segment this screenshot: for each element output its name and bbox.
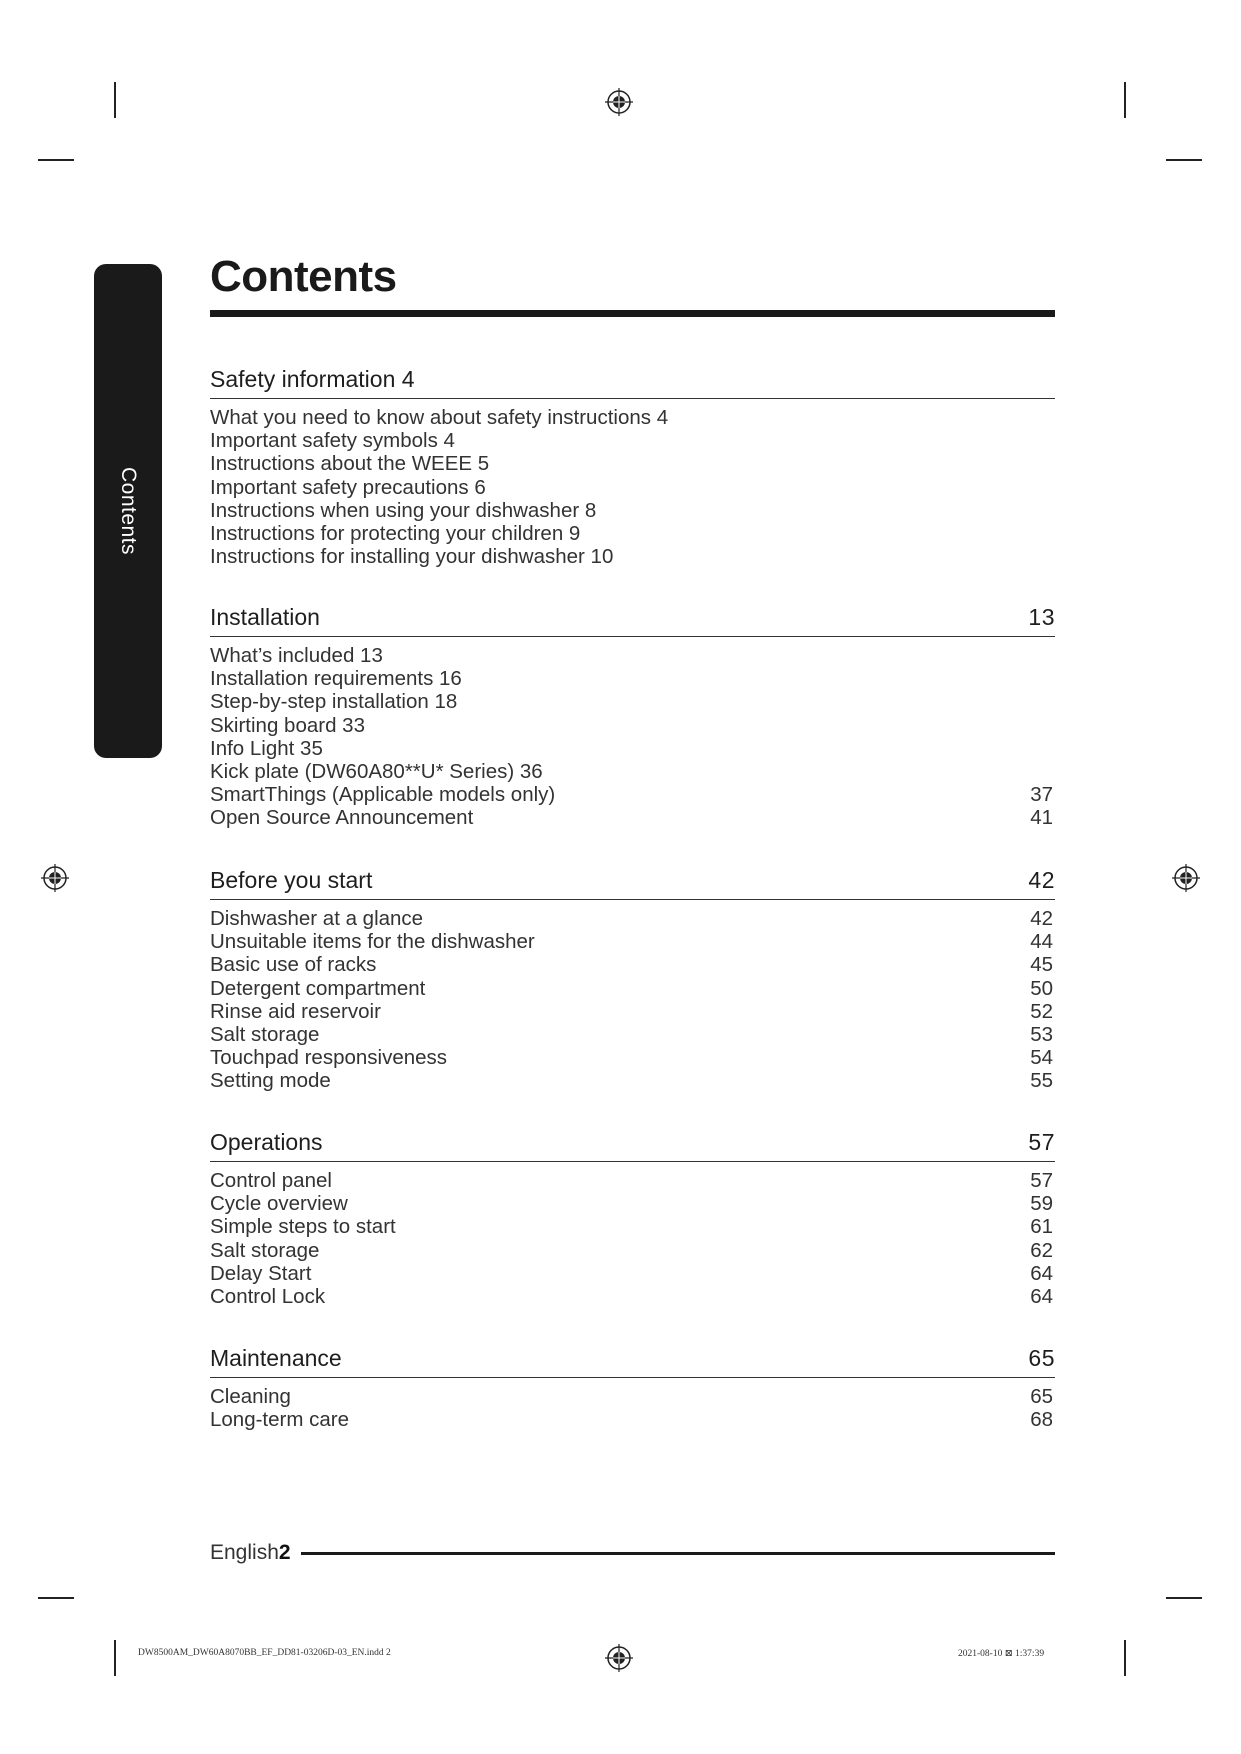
section-title: Before you start	[210, 867, 373, 893]
entry-page: 59	[1030, 1192, 1053, 1216]
toc-entry[interactable]	[210, 760, 1055, 783]
registration-mark-icon	[604, 87, 634, 117]
entry-label: Installation requirements 16	[210, 667, 462, 691]
entry-label: Salt storage	[210, 1023, 320, 1047]
entry-page	[1053, 760, 1055, 783]
entry-page	[1053, 499, 1055, 522]
page-footer	[210, 1541, 1055, 1565]
toc-entry[interactable]	[210, 714, 1055, 737]
toc-entry[interactable]	[210, 806, 1055, 829]
section-heading[interactable]	[210, 866, 1055, 900]
section-heading[interactable]	[210, 603, 1055, 637]
entry-page: 41	[1030, 806, 1053, 830]
entry-label: Instructions for installing your dishwasher 10	[210, 545, 614, 569]
entry-label: Control Lock	[210, 1285, 326, 1309]
page-title: Contents	[210, 252, 397, 301]
footer-language: English	[210, 1541, 279, 1564]
footer-page-number: 2	[278, 1541, 291, 1564]
entry-page: 52	[1030, 999, 1053, 1023]
section-title: Safety information 4	[210, 366, 415, 392]
toc-entry[interactable]	[210, 1192, 1055, 1215]
toc-entry[interactable]	[210, 1285, 1055, 1308]
entry-page: 57	[1030, 1169, 1053, 1192]
entry-page: 44	[1030, 930, 1053, 954]
entry-page	[1053, 737, 1055, 760]
section-items	[210, 637, 1055, 830]
section-heading[interactable]	[210, 1344, 1055, 1378]
entry-page	[1053, 406, 1055, 429]
entry-label: Cycle overview	[210, 1192, 348, 1216]
toc-entry[interactable]	[210, 737, 1055, 760]
toc-entry[interactable]	[210, 690, 1055, 713]
entry-label: Setting mode	[210, 1069, 331, 1093]
crop-mark	[38, 1597, 74, 1599]
entry-page	[1053, 545, 1055, 568]
entry-label: Important safety symbols 4	[210, 429, 455, 453]
section-items	[210, 1378, 1055, 1431]
entry-page: 64	[1030, 1261, 1053, 1285]
registration-mark-icon	[1171, 863, 1201, 893]
toc-entry[interactable]	[210, 644, 1055, 667]
crop-mark	[1166, 1597, 1202, 1599]
toc-entry[interactable]	[210, 1262, 1055, 1285]
registration-mark-icon	[40, 863, 70, 893]
entry-page	[1053, 452, 1055, 475]
toc-entry[interactable]	[210, 1069, 1055, 1092]
toc-section	[210, 603, 1055, 830]
crop-mark	[114, 1640, 116, 1676]
entry-page: 50	[1030, 976, 1053, 1000]
entry-page: 45	[1030, 953, 1053, 977]
entry-label: Simple steps to start	[210, 1215, 396, 1239]
entry-page	[1053, 476, 1055, 499]
entry-page: 65	[1030, 1385, 1053, 1408]
toc-entry[interactable]	[210, 1215, 1055, 1238]
crop-mark	[38, 159, 74, 161]
entry-page	[1053, 429, 1055, 452]
section-page: 13	[1028, 604, 1055, 630]
entry-label: Rinse aid reservoir	[210, 999, 381, 1023]
entry-page: 54	[1030, 1046, 1053, 1070]
entry-page	[1053, 522, 1055, 545]
entry-label: Instructions about the WEEE 5	[210, 452, 490, 476]
toc-entry[interactable]	[210, 1000, 1055, 1023]
entry-page: 64	[1030, 1285, 1053, 1309]
section-heading[interactable]	[210, 1128, 1055, 1162]
section-title: Maintenance	[210, 1345, 342, 1371]
section-heading[interactable]	[210, 365, 1055, 399]
toc-entry[interactable]	[210, 522, 1055, 545]
section-page: 57	[1028, 1129, 1055, 1155]
crop-mark	[1166, 159, 1202, 161]
entry-label: Unsuitable items for the dishwasher	[210, 930, 535, 954]
entry-label: Detergent compartment	[210, 976, 426, 1000]
section-title: Operations	[210, 1129, 323, 1155]
toc-entry[interactable]	[210, 452, 1055, 475]
entry-label: Basic use of racks	[210, 953, 377, 977]
entry-label: Long-term care	[210, 1408, 350, 1432]
toc-section	[210, 1128, 1055, 1308]
entry-page: 53	[1030, 1023, 1053, 1047]
toc-entry[interactable]	[210, 545, 1055, 568]
toc-entry[interactable]	[210, 1169, 1055, 1192]
side-tab-label: Contents	[117, 466, 140, 556]
side-tab	[94, 264, 162, 758]
entry-label: Touchpad responsiveness	[210, 1046, 448, 1070]
entry-label: What you need to know about safety instructions 4	[210, 406, 669, 429]
entry-label: Step-by-step installation 18	[210, 690, 458, 714]
entry-label: Control panel	[210, 1169, 332, 1192]
toc-entry[interactable]	[210, 953, 1055, 976]
entry-label: Instructions when using your dishwasher 8	[210, 498, 597, 522]
entry-page: 68	[1030, 1408, 1053, 1432]
toc-entry[interactable]	[210, 429, 1055, 452]
toc-section	[210, 1344, 1055, 1431]
registration-mark-icon	[604, 1643, 634, 1673]
entry-label: Cleaning	[210, 1385, 291, 1408]
entry-page	[1053, 644, 1055, 667]
entry-page	[1053, 690, 1055, 713]
entry-label: Delay Start	[210, 1261, 312, 1285]
entry-page: 37	[1030, 783, 1053, 807]
toc-entry[interactable]	[210, 476, 1055, 499]
toc-entry[interactable]	[210, 1046, 1055, 1069]
section-page: 65	[1028, 1345, 1055, 1371]
toc-section	[210, 866, 1055, 1093]
section-items	[210, 900, 1055, 1093]
toc-entry[interactable]	[210, 907, 1055, 930]
crop-mark	[1124, 1640, 1126, 1676]
toc-entry[interactable]	[210, 667, 1055, 690]
slug-timestamp: 2021-08-10 ⊠ 1:37:39	[958, 1649, 1045, 1659]
toc-section	[210, 365, 1055, 568]
section-items	[210, 399, 1055, 568]
entry-label: Open Source Announcement	[210, 806, 474, 830]
section-title: Installation	[210, 604, 320, 630]
entry-page: 61	[1030, 1215, 1053, 1239]
toc-entry[interactable]	[210, 1239, 1055, 1262]
section-items	[210, 1162, 1055, 1308]
entry-label: Skirting board 33	[210, 713, 365, 737]
entry-label: Info Light 35	[210, 736, 323, 760]
entry-page: 62	[1030, 1238, 1053, 1262]
entry-label: Dishwasher at a glance	[210, 907, 424, 930]
entry-label: Instructions for protecting your children 9	[210, 522, 581, 546]
entry-label: SmartThings (Applicable models only)	[210, 783, 556, 807]
entry-label: Salt storage	[210, 1238, 320, 1262]
toc-entry[interactable]	[210, 1023, 1055, 1046]
toc-entry[interactable]	[210, 499, 1055, 522]
toc-entry[interactable]	[210, 406, 1055, 429]
toc-entry[interactable]	[210, 1385, 1055, 1408]
entry-label: Kick plate (DW60A80**U* Series) 36	[210, 760, 543, 784]
entry-page: 42	[1030, 907, 1053, 930]
entry-label: What’s included 13	[210, 644, 383, 667]
entry-page	[1053, 714, 1055, 737]
title-rule	[210, 310, 1055, 317]
entry-page: 55	[1030, 1069, 1053, 1093]
entry-label: Important safety precautions 6	[210, 475, 486, 499]
toc-entry[interactable]	[210, 977, 1055, 1000]
entry-page	[1053, 667, 1055, 690]
toc-entry[interactable]	[210, 1408, 1055, 1431]
crop-mark	[1124, 82, 1126, 118]
crop-mark	[114, 82, 116, 118]
toc-entry[interactable]	[210, 783, 1055, 806]
footer-rule	[301, 1552, 1055, 1555]
section-page: 42	[1028, 867, 1055, 893]
slug-filename: DW8500AM_DW60A8070BB_EF_DD81-03206D-03_EN.indd 2	[138, 1648, 391, 1658]
toc-entry[interactable]	[210, 930, 1055, 953]
